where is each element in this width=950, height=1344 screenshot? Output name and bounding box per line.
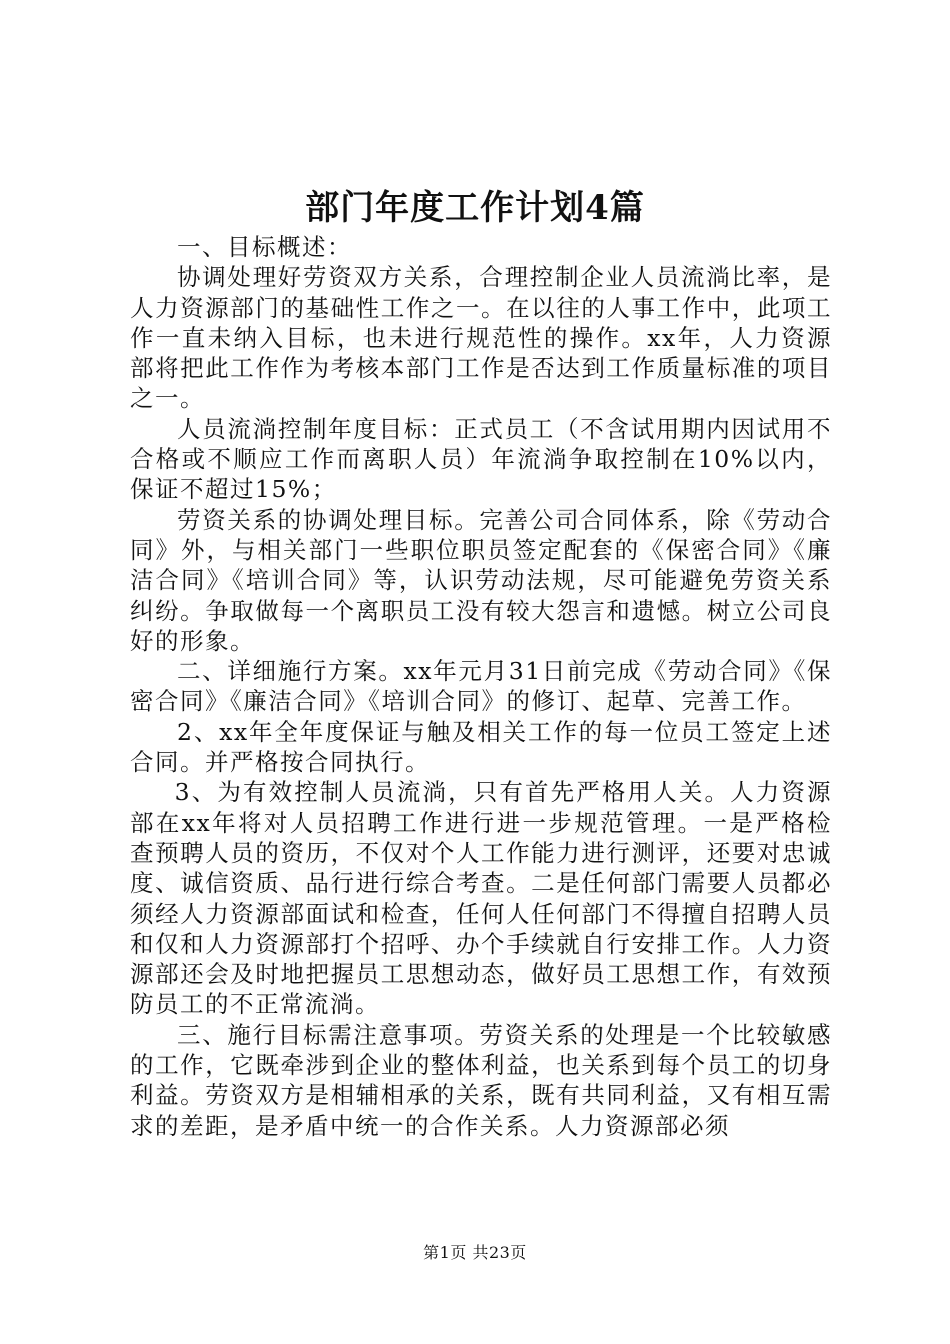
section-heading-overview: 一、目标概述： <box>177 233 352 261</box>
document-body <box>130 232 832 1141</box>
document-title: 部门年度工作计划4篇 <box>305 188 645 228</box>
paragraph-implementation-plan: 二、详细施行方案。xx年元月31日前完成《劳动合同》《保密合同》《廉洁合同》《培训合同》的修订、起草、完善工作。 <box>130 657 832 716</box>
paragraph-turnover-target: 人员流淌控制年度目标：正式员工（不含试用期内因试用不合格或不顺应工作而离职人员）年流淌争取控制在10%以内，保证不超过15%； <box>130 414 832 504</box>
paragraph-contract-signing: 2、xx年全年度保证与触及相关工作的每一位员工签定上述合同。并严格按合同执行。 <box>130 717 832 777</box>
paragraph-labor-relations-intro: 协调处理好劳资双方关系，合理控制企业人员流淌比率，是人力资源部门的基础性工作之一。在以往的人事工作中，此项工作一直未纳入目标，也未进行规范性的操作。xx年，人力资源部将把此工作作为考核本部门工作是否达到工作质量标准的项目之一。 <box>130 263 832 413</box>
paragraph-precautions: 三、施行目标需注意事项。劳资关系的处理是一个比较敏感的工作，它既牵涉到企业的整体利益，也关系到每个员工的切身利益。劳资双方是相辅相承的关系，既有共同利益，又有相互需求的差距，是矛盾中统一的合作关系。人力资源部必须 <box>130 1020 832 1140</box>
paragraph-labor-coordination-target: 劳资关系的协调处理目标。完善公司合同体系，除《劳动合同》外，与相关部门一些职位职员签定配套的《保密合同》《廉洁合同》《培训合同》等，认识劳动法规，尽可能避免劳资关系纠纷。争取做每一个离职员工没有较大怨言和遗憾。树立公司良好的形象。 <box>130 505 832 655</box>
page-number-footer: 第1页 共23页 <box>423 1243 527 1262</box>
paragraph-recruitment-control: 3、为有效控制人员流淌，只有首先严格用人关。人力资源部在xx年将对人员招聘工作进行进一步规范管理。一是严格检查预聘人员的资历，不仅对个人工作能力进行测评，还要对忠诚度、诚信资质、品行进行综合考查。二是任何部门需要人员都必须经人力资源部面试和检查，任何人任何部门不得擅自招聘人员和仅和人力资源部打个招呼、办个手续就自行安排工作。人力资源部还会及时地把握员工思想动态，做好员工思想工作，有效预防员工的不正常流淌。 <box>130 778 832 1019</box>
